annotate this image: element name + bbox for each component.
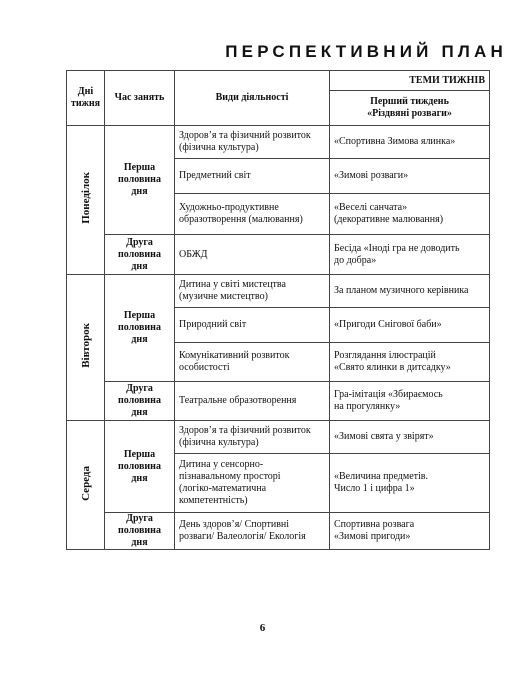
activity-line: Комунікативний розвиток (179, 350, 290, 361)
topic-line: «Зимові пригоди» (334, 531, 411, 542)
topic-cell (330, 382, 490, 421)
activity-line: (музичне мистецтво) (179, 291, 268, 302)
time-second-line1: Друга (126, 236, 153, 248)
topic-cell (330, 343, 490, 382)
activity-line: пізнавальному просторі (179, 471, 281, 482)
topic-cell (330, 235, 490, 275)
table-row (67, 235, 490, 275)
activity-cell: ОБЖД (175, 235, 330, 275)
time-second-line1: Друга (126, 383, 153, 394)
topic-line: Гра-імітація «Збираємось (334, 389, 443, 400)
table-row (67, 513, 490, 550)
activity-cell (175, 194, 330, 235)
activity-cell: Театральне образотворення (175, 382, 330, 421)
activity-line: (логіко-математична (179, 483, 267, 494)
topic-cell: «Пригоди Снігової баби» (330, 308, 490, 343)
activity-cell: Предметний світ (175, 159, 330, 194)
topic-line: Число 1 і цифра 1» (334, 483, 415, 494)
activity-line: Здоров’я та фізичний розвиток (179, 425, 311, 436)
header-week (330, 91, 490, 126)
time-second-line1: Друга (126, 513, 153, 524)
day-wednesday-label: Середа (79, 465, 92, 501)
time-second-half (105, 382, 175, 421)
topic-line: «Величина предметів. (334, 471, 429, 482)
time-first-line2: половина дня (118, 460, 161, 484)
header-week-line1: Перший тиждень (370, 96, 449, 107)
plan-table (66, 70, 490, 550)
activity-cell (175, 421, 330, 454)
table-row (67, 275, 490, 308)
time-first-line2: половина дня (118, 322, 161, 345)
time-first-half (105, 421, 175, 513)
activity-line: особистості (179, 362, 230, 373)
activity-cell (175, 513, 330, 550)
time-first-half (105, 126, 175, 235)
time-second-half (105, 235, 175, 275)
activity-line: образотворення (малювання) (179, 214, 303, 225)
topic-cell: За планом музичного керівника (330, 275, 490, 308)
topic-line: до добра» (334, 254, 377, 266)
topic-line: «Веселі санчата» (334, 202, 408, 213)
header-day (67, 71, 105, 126)
day-monday-label: Понеділок (79, 172, 92, 224)
activity-line: Художньо-продуктивне (179, 202, 279, 213)
header-day-line2: тижня (71, 98, 101, 109)
activity-line: компетентність) (179, 495, 248, 506)
day-tuesday (67, 275, 105, 421)
page-number: 6 (259, 622, 266, 634)
topic-cell: «Спортивна Зимова ялинка» (330, 126, 490, 159)
topic-line: (декоративне малювання) (334, 214, 444, 225)
time-second-line2: половина дня (118, 525, 161, 548)
topic-line: на прогулянку» (334, 401, 401, 412)
header-activity: Види діяльності (175, 71, 330, 126)
activity-line: Дитина у світі мистецтва (179, 279, 286, 290)
activity-cell (175, 126, 330, 159)
topic-line: Бесіда «Іноді гра не доводить (334, 242, 460, 254)
page-title: ПЕРСПЕКТИВНИЙ ПЛАН (225, 42, 507, 61)
activity-cell (175, 343, 330, 382)
header-day-line1: Дні (77, 86, 94, 97)
table-row (67, 382, 490, 421)
activity-line: (фізична культура) (179, 142, 259, 153)
topic-line: Спортивна розвага (334, 519, 415, 530)
topic-line: «Свято ялинки в дитсадку» (334, 362, 451, 373)
activity-line: розваги/ Валеологія/ Екологія (179, 531, 306, 542)
time-first-half (105, 275, 175, 382)
header-time: Час занять (105, 71, 175, 126)
time-first-line2: половина дня (118, 174, 161, 197)
topic-cell (330, 513, 490, 550)
header-week-line2: «Різдвяні розваги» (367, 108, 452, 119)
activity-cell (175, 275, 330, 308)
time-second-half (105, 513, 175, 550)
activity-cell: Природний світ (175, 308, 330, 343)
topic-cell: «Зимові розваги» (330, 159, 490, 194)
time-first-line1: Перша (123, 162, 156, 173)
time-second-line2: половина дня (118, 395, 161, 418)
topic-cell (330, 454, 490, 513)
day-tuesday-label: Вівторок (79, 323, 92, 368)
activity-line: (фізична культура) (179, 437, 259, 448)
activity-line: День здоров’я/ Спортивні (179, 519, 290, 530)
time-first-line1: Перша (123, 448, 156, 460)
activity-line: Здоров’я та фізичний розвиток (179, 130, 311, 141)
day-monday (67, 126, 105, 275)
time-second-line2: половина дня (118, 248, 161, 272)
activity-line: Дитина у сенсорно- (179, 459, 264, 470)
activity-cell (175, 454, 330, 513)
topic-cell (330, 194, 490, 235)
header-themes: ТЕМИ ТИЖНІВ (330, 71, 490, 91)
topic-line: Розглядання ілюстрацій (334, 350, 436, 361)
topic-cell: «Зимові свята у звірят» (330, 421, 490, 454)
day-wednesday (67, 421, 105, 550)
time-first-line1: Перша (123, 310, 156, 321)
table-row (67, 421, 490, 454)
table-row (67, 126, 490, 159)
